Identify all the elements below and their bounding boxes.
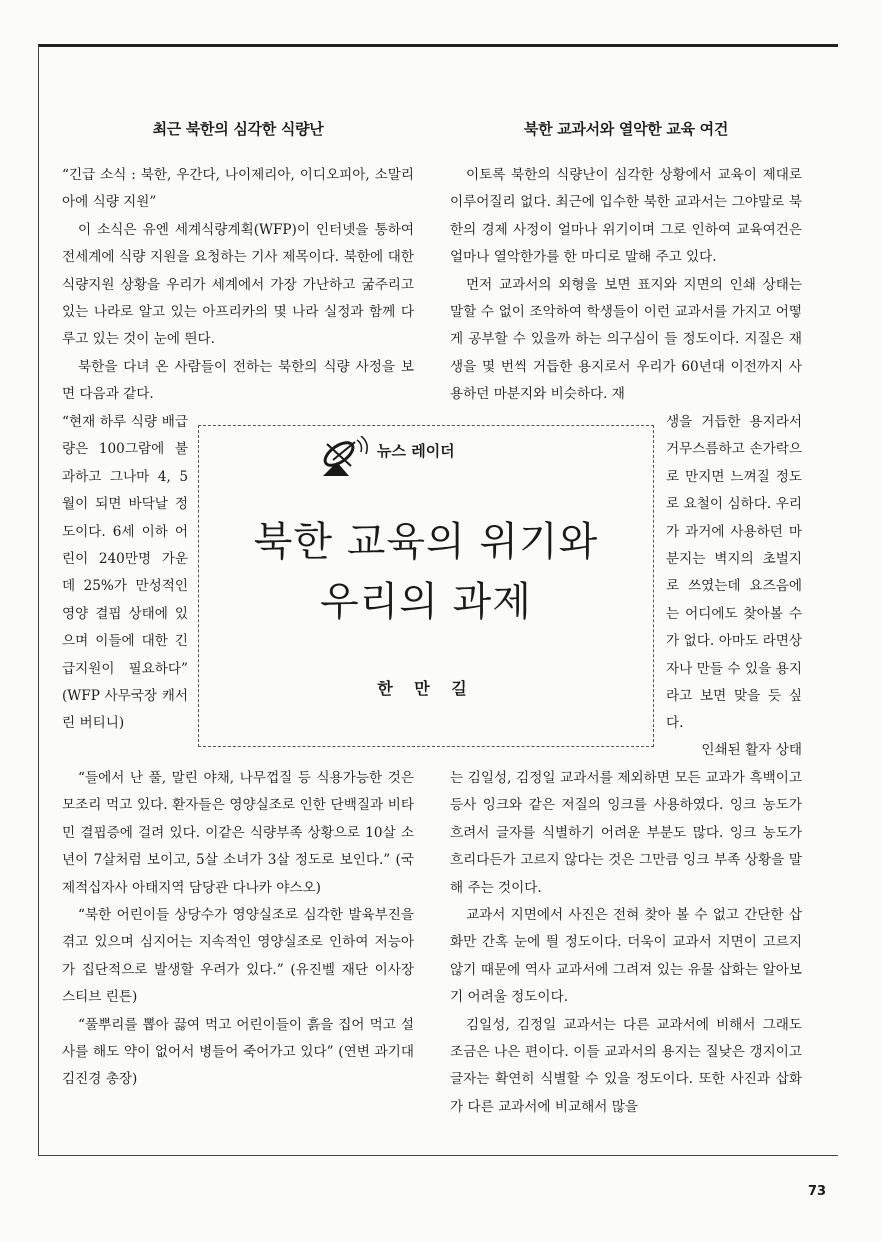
left-paragraph: “북한 어린이들 상당수가 영양실조로 심각한 발육부진을 겪고 있으며 심지어는 지속적인 영양실조로 인하여 저능아가 집단적으로 발생할 우려가 있다.” (유진벨 재단 이사장 스티브 린튼) [62,907,414,1006]
series-label: 뉴스 레이더 [377,442,455,460]
right-paragraph: 먼저 교과서의 외형을 보면 표지와 지면의 인쇄 상태는 말할 수 없이 조악하여 학생들이 이런 교과서를 가지고 어떻게 공부할 수 있을까 하는 의구심이 들 정도이다. 지질은 재생을 몇 번씩 거듭한 용지로서 우리가 60년대 이전까지 사용하던 마분지와 비슷하다. 재 [450,276,802,403]
article-title-line-2: 우리의 과제 [320,579,532,625]
right-narrow-paragraph: 생을 거듭한 용지라서 거무스름하고 손가락으로 만지면 느껴질 정도로 요철이 심하다. 우리가 과거에 사용하던 마분지는 벽지의 초벌지로 쓰였는데 요즈음에는 어디에도 찾아볼 수가 없다. 아마도 라면상자나 만들 수 있을 용지라고 보면 맞을 듯 싶다. [666,414,802,732]
right-column-bottom [450,765,802,1121]
right-paragraph: 교과서 지면에서 사진은 전혀 찾아 볼 수 없고 간단한 삽화만 간혹 눈에 띌 정도이다. 더욱이 교과서 지면이 고르지 않기 때문에 역사 교과서에 그려져 있는 유물 삽화는 알아보기 어려울 정도이다. [450,907,802,1006]
title-box [198,425,654,747]
left-column-top [62,162,414,409]
article-title-line-1: 북한 교육의 위기와 [253,519,599,565]
radar-dish-icon [319,436,371,478]
left-paragraph: “긴급 소식 : 북한, 우간다, 나이제리아, 이디오피아, 소말리아에 식량 지원” [62,167,414,211]
right-column-top [450,162,802,409]
left-column-heading: 최근 북한의 심각한 식량난 [152,120,324,138]
left-narrow-paragraph: “현재 하루 식량 배급량은 100그람에 불과하고 그나마 4, 5월이 되면 바닥날 정도이다. 6세 이하 어린이 240만명 가운데 25%가 만성적인 영양 결핍 상태에 있으며 이들에 대한 긴급지원이 필요하다” (WFP 사무국장 캐서린 버티니) [62,414,188,732]
right-narrow-column [666,409,802,738]
right-paragraph: 김일성, 김정일 교과서는 다른 교과서에 비해서 그래도 조금은 나은 편이다. 이들 교과서의 용지는 질낮은 갱지이고 글자는 확연히 식별할 수 있을 정도이다. 또한 사진과 삽화가 다른 교과서에 비교해서 많을 [450,1016,802,1115]
right-paragraph: 이토록 북한의 식량난이 심각한 상황에서 교육이 제대로 이루어질리 없다. 최근에 입수한 북한 교과서는 그야말로 북한의 경제 사정이 얼마나 위기이며 그로 인하여 교육여건은 얼마나 열악한가를 한 마디로 말해 주고 있다. [450,167,802,266]
right-paragraph: 는 김일성, 김정일 교과서를 제외하면 모든 교과가 흑백이고 등사 잉크와 같은 저질의 잉크를 사용하였다. 잉크 농도가 흐려서 글자를 식별하기 어려운 부분도 많다. 잉크 농도가 흐리다든가 고르지 않다는 것은 그만큼 잉크 부족 상황을 말해 주는 것이다. [450,770,802,896]
left-narrow-column [62,409,188,738]
left-paragraph: 북한을 다녀 온 사람들이 전하는 북한의 식량 사정을 보면 다음과 같다. [62,358,414,403]
page-number: 73 [808,1184,827,1199]
author-name: 한 만 길 [377,679,475,698]
right-lead-text: 인쇄된 활자 상태 [701,742,802,758]
left-paragraph: 이 소식은 유엔 세계식량계획(WFP)이 인터넷을 통하여 전세계에 식량 지원을 요청하는 기사 제목이다. 북한에 대한 식량지원 상황을 우리가 세계에서 가장 가난하고 굶주리고 있는 나라로 알고 있는 아프리카의 몇 나라 실정과 함께 다루고 있는 것이 눈에 띈다. [62,221,414,348]
right-column-heading: 북한 교과서와 열악한 교육 여건 [523,120,729,138]
left-column-bottom [62,765,414,1094]
left-paragraph: “들에서 난 풀, 말린 야채, 나무껍질 등 식용가능한 것은 모조리 먹고 있다. 환자들은 영양실조로 인한 단백질과 비타민 결핍증에 걸려 있다. 이같은 식량부족 상황으로 10살 소년이 7살처럼 보이고, 5살 소녀가 3살 정도로 보인다.” (국제적십자사 아태지역 담당관 다나카 야스오) [62,770,414,896]
right-lead-line [666,737,802,764]
left-paragraph: “풀뿌리를 뽑아 끓여 먹고 어린이들이 흙을 집어 먹고 설사를 해도 약이 없어서 병들어 죽어가고 있다” (연변 과기대 김진경 총장) [62,1016,414,1088]
